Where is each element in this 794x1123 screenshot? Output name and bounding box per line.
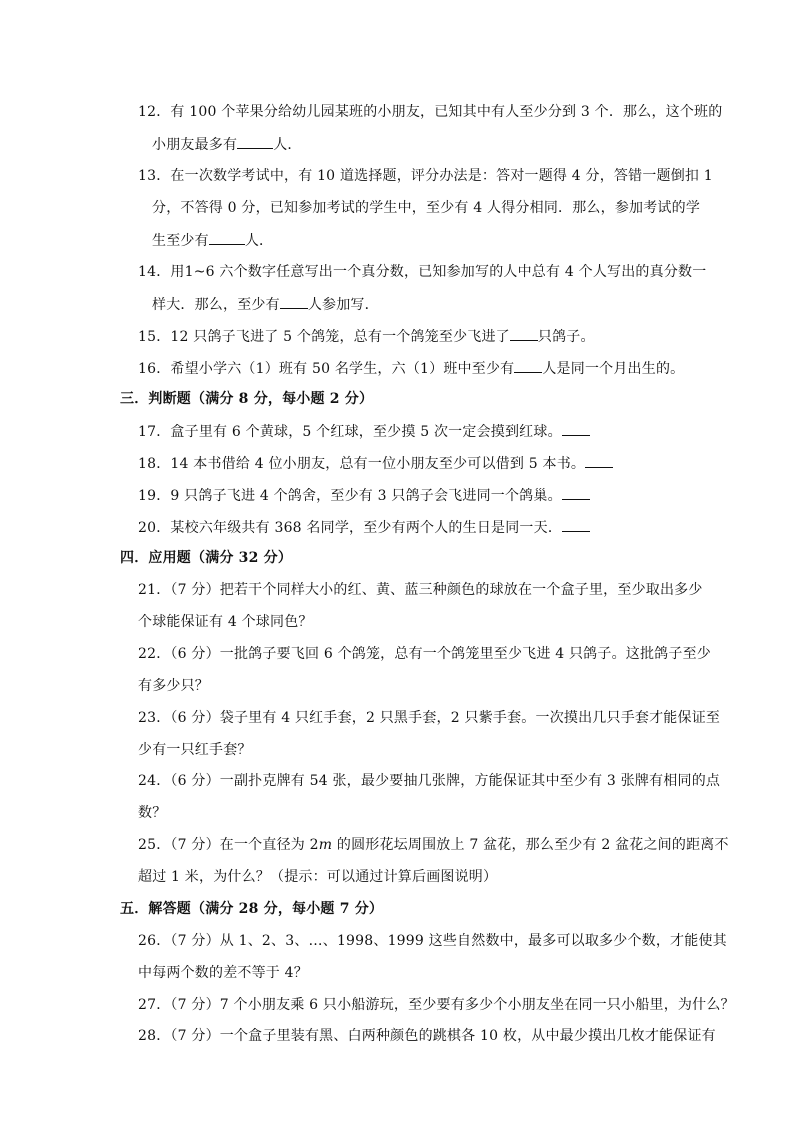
- question-13-text: 生至少有: [152, 233, 209, 249]
- question-16-text: 16．希望小学六（1）班有 50 名学生，六（1）班中至少有: [138, 361, 515, 377]
- answer-blank[interactable]: [510, 327, 538, 341]
- question-18: [138, 454, 613, 473]
- answer-blank[interactable]: [514, 359, 542, 373]
- question-24-line-2: 数？: [138, 805, 167, 821]
- question-13-line-1: 13．在一次数学考试中，有 10 道选择题，评分办法是：答对一题得 4 分，答错一题倒扣 1: [138, 168, 713, 184]
- answer-blank[interactable]: [562, 486, 590, 500]
- question-15-text-end: 只鸽子。: [537, 329, 595, 345]
- question-17: [138, 422, 590, 441]
- question-14-line-2: [152, 295, 379, 314]
- question-12-line-2: [152, 135, 302, 154]
- question-15-text: 15．12 只鸽子飞进了 5 个鸽笼，总有一个鸽笼至少飞进了: [138, 329, 510, 345]
- answer-blank[interactable]: [237, 135, 273, 149]
- question-22-line-1: 22．（6 分）一批鸽子要飞回 6 个鸽笼，总有一个鸽笼里至少飞进 4 只鸽子。这批鸽子至少: [138, 646, 711, 662]
- question-26-line-1: 26．（7 分）从 1、2、3、…、1998、1999 这些自然数中，最多可以取多少个数，才能使其: [138, 933, 727, 949]
- question-28-line-1: 28．（7 分）一个盒子里装有黑、白两种颜色的跳棋各 10 枚，从中最少摸出几枚才能保证有: [138, 1028, 716, 1044]
- question-25-text-end: 的圆形花坛周围放上 7 盆花，那么至少有 2 盆花之间的距离不: [332, 837, 729, 853]
- answer-blank[interactable]: [585, 454, 613, 468]
- question-14-text: 样大．那么，至少有: [152, 297, 280, 313]
- question-16: [138, 359, 684, 378]
- question-16-text-end: 人是同一个月出生的。: [542, 361, 685, 377]
- question-19-text: 19．9 只鸽子飞进 4 个鸽舍，至少有 3 只鸽子会飞进同一个鸽巢。: [138, 488, 562, 504]
- question-27: 27．（7 分）7 个小朋友乘 6 只小船游玩，至少要有多少个小朋友坐在同一只小船里，为什么？: [138, 997, 735, 1013]
- question-25-line-2: 超过 1 米，为什么？（提示：可以通过计算后画图说明）: [138, 869, 498, 885]
- question-23-line-1: 23．（6 分）袋子里有 4 只红手套，2 只黑手套，2 只紫手套。一次摸出几只手套才能保证至: [138, 710, 721, 726]
- question-14-line-1: 14．用1~6 六个数字任意写出一个真分数，已知参加写的人中总有 4 个人写出的真分数一: [138, 264, 707, 280]
- question-24-line-1: 24．（6 分）一副扑克牌有 54 张，最少要抽几张牌，方能保证其中至少有 3 张牌有相同的点: [138, 773, 721, 789]
- question-20: [138, 518, 590, 537]
- question-25-text: 25．（7 分）在一个直径为 2: [138, 837, 319, 853]
- question-13-text-end: 人．: [244, 233, 274, 249]
- question-19: [138, 486, 590, 505]
- question-12-text: 小朋友最多有: [152, 137, 238, 153]
- answer-blank[interactable]: [209, 231, 245, 245]
- answer-blank[interactable]: [562, 518, 590, 532]
- question-21-line-2: 个球能保证有 4 个球同色？: [138, 614, 313, 630]
- question-25-unit: m: [318, 837, 333, 853]
- section-3-heading: 三．判断题（满分 8 分，每小题 2 分）: [120, 391, 374, 407]
- answer-blank[interactable]: [562, 422, 590, 436]
- question-14-text-end: 人参加写．: [307, 297, 379, 313]
- question-13-line-3: [152, 231, 273, 250]
- question-22-line-2: 有多少只？: [138, 678, 209, 694]
- question-12-text-end: 人．: [273, 137, 302, 153]
- question-12-line-1: 12．有 100 个苹果分给幼儿园某班的小朋友，已知其中有人至少分到 3 个．那么，这个班的: [138, 104, 723, 120]
- section-5-heading: 五．解答题（满分 28 分，每小题 7 分）: [120, 901, 384, 917]
- answer-blank[interactable]: [280, 295, 308, 309]
- question-26-line-2: 中每两个数的差不等于 4？: [138, 965, 308, 981]
- section-4-heading: 四．应用题（满分 32 分）: [120, 550, 293, 566]
- question-23-line-2: 少有一只红手套？: [138, 742, 252, 758]
- question-18-text: 18．14 本书借给 4 位小朋友，总有一位小朋友至少可以借到 5 本书。: [138, 456, 586, 472]
- question-15: [138, 327, 595, 346]
- question-20-text: 20．某校六年级共有 368 名同学，至少有两个人的生日是同一天．: [138, 520, 563, 536]
- question-21-line-1: 21．（7 分）把若干个同样大小的红、黄、蓝三种颜色的球放在一个盒子里，至少取出多少: [138, 582, 703, 598]
- question-17-text: 17．盒子里有 6 个黄球，5 个红球，至少摸 5 次一定会摸到红球。: [138, 424, 562, 440]
- question-25-line-1: [138, 836, 729, 854]
- question-13-line-2: 分，不答得 0 分，已知参加考试的学生中，至少有 4 人得分相同．那么，参加考试的学: [152, 200, 701, 216]
